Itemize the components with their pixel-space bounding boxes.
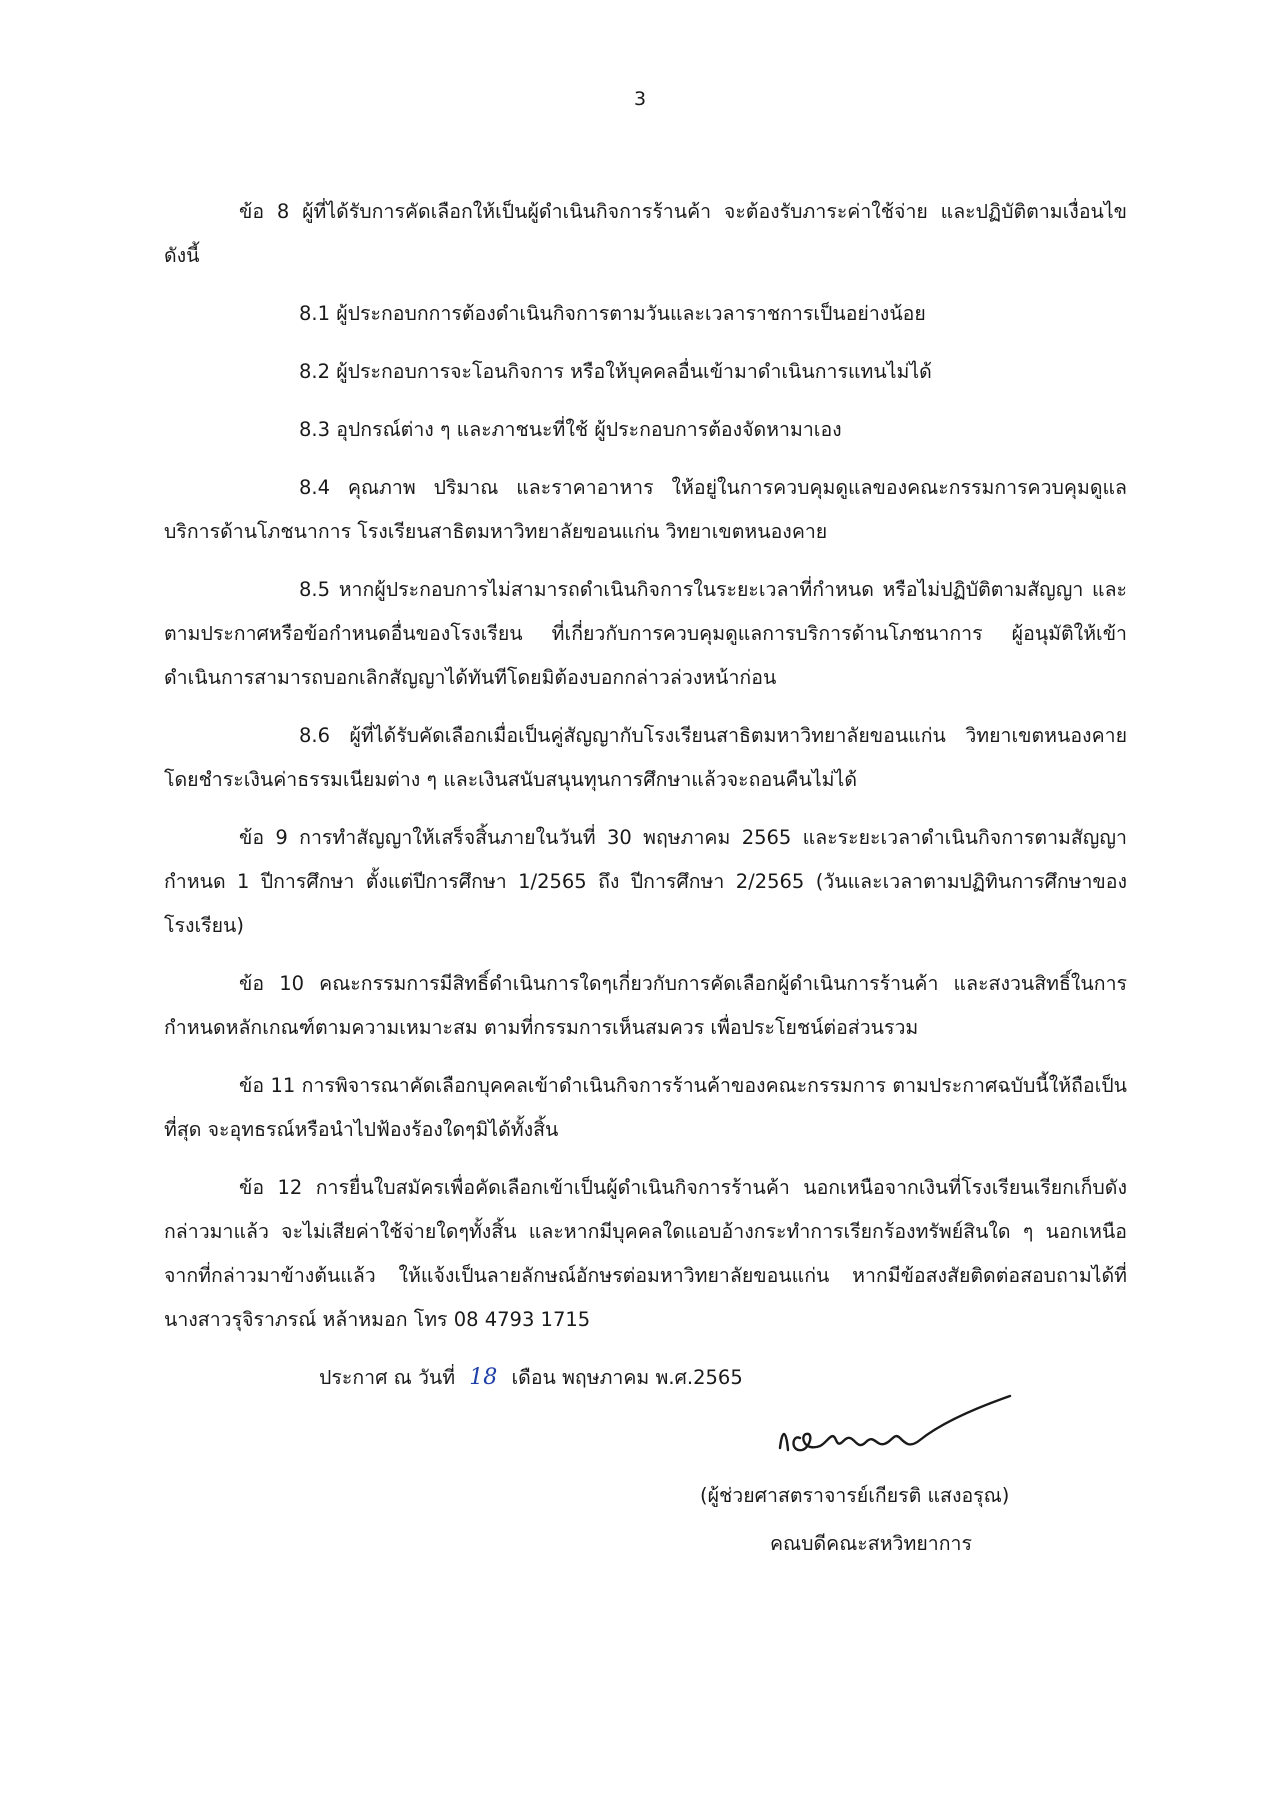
clause-8-4: 8.4 คุณภาพ ปริมาณ และราคาอาหาร ให้อยู่ในการควบคุมดูแลของคณะกรรมการควบคุมดูแลบริการด้านโภชนาการ โรงเรียนสาธิตมหาวิทยาลัยขอนแก่น วิทยาเขตหนองคาย	[164, 476, 1127, 543]
handwritten-day: 18	[469, 1365, 498, 1390]
handwritten-signature	[770, 1390, 1030, 1470]
signatory-name: (ผู้ช่วยศาสตราจารย์เกียรติ แสงอรุณ)	[700, 1484, 1010, 1507]
clause-8-6: 8.6 ผู้ที่ได้รับคัดเลือกเมื่อเป็นคู่สัญญากับโรงเรียนสาธิตมหาวิทยาลัยขอนแก่น วิทยาเขตหนองคาย โดยชำระเงินค่าธรรมเนียมต่าง ๆ และเงินสนับสนุนทุนการศึกษาแล้วจะถอนคืนไม่ได้	[164, 724, 1127, 791]
page-number: 3	[633, 88, 647, 110]
clause-8-3: 8.3 อุปกรณ์ต่าง ๆ และภาชนะที่ใช้ ผู้ประกอบการต้องจัดหามาเอง	[299, 418, 842, 441]
clause-12: ข้อ 12 การยื่นใบสมัครเพื่อคัดเลือกเข้าเป็นผู้ดำเนินกิจการร้านค้า นอกเหนือจากเงินที่โรงเรียนเรียกเก็บดังกล่าวมาแล้ว จะไม่เสียค่าใช้จ่ายใดๆทั้งสิ้น และหากมีบุคคลใดแอบอ้างกระทำการเรียกร้องทรัพย์สินใด ๆ นอกเหนือจากที่กล่าวมาข้างต้นแล้ว ให้แจ้งเป็นลายลักษณ์อักษรต่อมหาวิทยาลัยขอนแก่น หากมีข้อสงสัยติดต่อสอบถามได้ที่ นางสาวรุจิราภรณ์ หล้าหมอก โทร 08 4793 1715	[164, 1176, 1127, 1331]
document-body	[164, 190, 1127, 1414]
clause-11: ข้อ 11 การพิจารณาคัดเลือกบุคคลเข้าดำเนินกิจการร้านค้าของคณะกรรมการ ตามประกาศฉบับนี้ให้ถือเป็นที่สุด จะอุทธรณ์หรือนำไปฟ้องร้องใดๆมิได้ทั้งสิ้น	[164, 1074, 1127, 1141]
clause-8-1: 8.1 ผู้ประกอบกการต้องดำเนินกิจการตามวันและเวลาราชการเป็นอย่างน้อย	[299, 302, 926, 325]
announcement-suffix: เดือน พฤษภาคม พ.ศ.2565	[511, 1366, 743, 1389]
announcement-prefix: ประกาศ ณ วันที่	[319, 1366, 456, 1389]
clause-8: ข้อ 8 ผู้ที่ได้รับการคัดเลือกให้เป็นผู้ดำเนินกิจการร้านค้า จะต้องรับภาระค่าใช้จ่าย และปฏิบัติตามเงื่อนไข ดังนี้	[164, 200, 1127, 267]
signatory-title: คณบดีคณะสหวิทยาการ	[770, 1532, 972, 1555]
clause-10: ข้อ 10 คณะกรรมการมีสิทธิ์ดำเนินการใดๆเกี่ยวกับการคัดเลือกผู้ดำเนินการร้านค้า และสงวนสิทธิ์ในการกำหนดหลักเกณฑ์ตามความเหมาะสม ตามที่กรรมการเห็นสมควร เพื่อประโยชน์ต่อส่วนรวม	[164, 972, 1127, 1039]
clause-8-5: 8.5 หากผู้ประกอบการไม่สามารถดำเนินกิจการในระยะเวลาที่กำหนด หรือไม่ปฏิบัติตามสัญญา และตามประกาศหรือข้อกำหนดอื่นของโรงเรียน ที่เกี่ยวกับการควบคุมดูแลการบริการด้านโภชนาการ ผู้อนุมัติให้เข้าดำเนินการสามารถบอกเลิกสัญญาได้ทันทีโดยมิต้องบอกกล่าวล่วงหน้าก่อน	[164, 578, 1127, 689]
clause-9: ข้อ 9 การทำสัญญาให้เสร็จสิ้นภายในวันที่ 30 พฤษภาคม 2565 และระยะเวลาดำเนินกิจการตามสัญญา กำหนด 1 ปีการศึกษา ตั้งแต่ปีการศึกษา 1/2565 ถึง ปีการศึกษา 2/2565 (วันและเวลาตามปฏิทินการศึกษาของโรงเรียน)	[164, 826, 1127, 937]
clause-8-2: 8.2 ผู้ประกอบการจะโอนกิจการ หรือให้บุคคลอื่นเข้ามาดำเนินการแทนไม่ได้	[299, 360, 932, 383]
